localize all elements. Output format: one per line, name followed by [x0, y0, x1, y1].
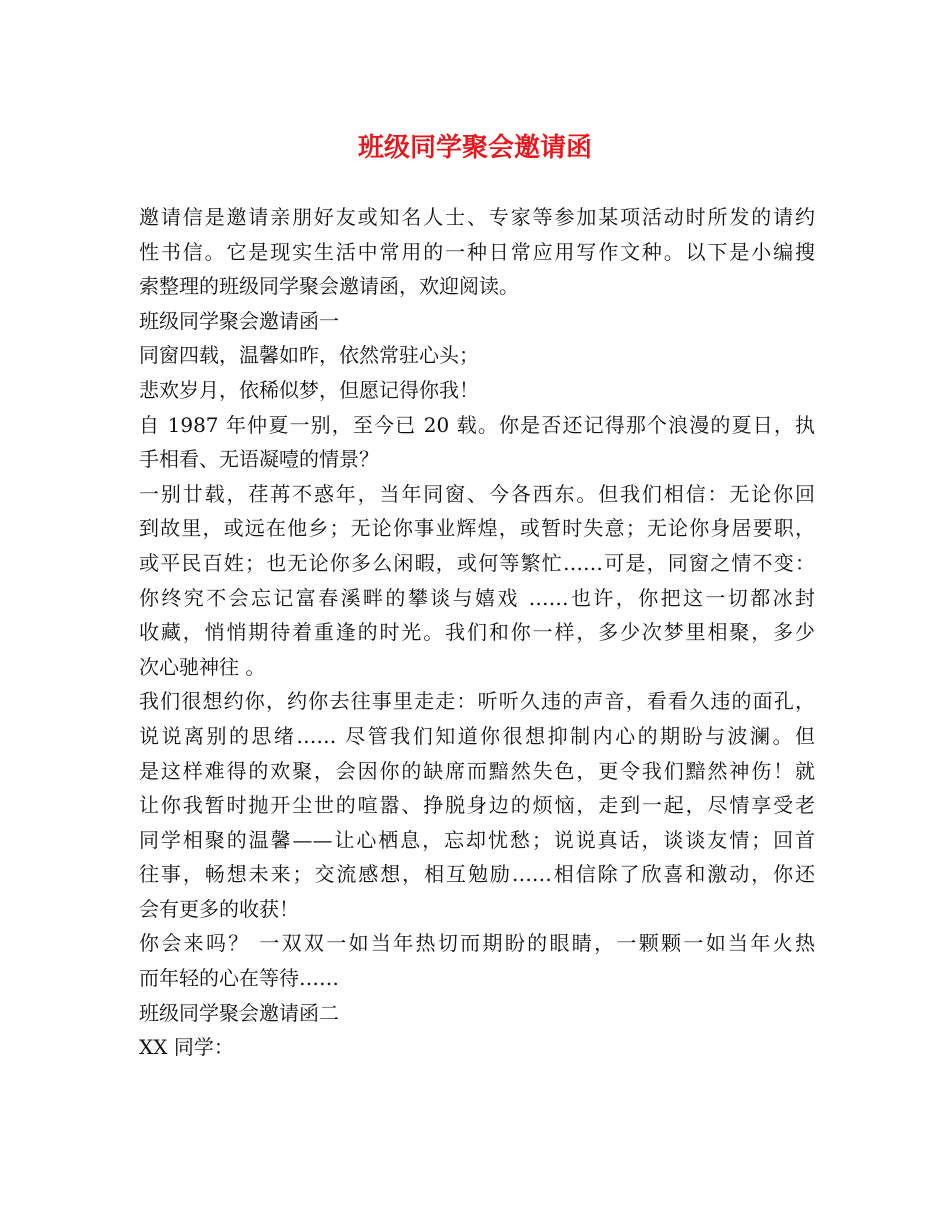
body-line: 到故里，或远在他乡；无论你事业辉煌，或暂时失意；无论你身居要职，	[139, 516, 815, 541]
body-line: 让你我暂时抛开尘世的喧嚣、挣脱身边的烦恼，走到一起，尽情享受老	[139, 793, 815, 818]
document-body	[139, 200, 815, 1065]
body-line: 你会来吗？ 一双双一如当年热切而期盼的眼睛，一颗颗一如当年火热	[139, 931, 815, 956]
section-heading-1: 班级同学聚会邀请函一	[139, 308, 339, 333]
body-line: 而年轻的心在等待……	[139, 966, 339, 991]
salutation: XX 同学：	[139, 1035, 234, 1060]
body-line: 邀请信是邀请亲朋好友或知名人士、专家等参加某项活动时所发的请约	[139, 205, 815, 229]
body-line: 自 1987 年仲夏一别，至今已 20 载。你是否还记得那个浪漫的夏日，执	[139, 412, 815, 437]
body-line: 是这样难得的欢聚，会因你的缺席而黯然失色，更令我们黯然神伤！就	[139, 758, 815, 783]
body-line: 会有更多的收获！	[139, 896, 299, 921]
body-line: 性书信。它是现实生活中常用的一种日常应用写作文种。以下是小编搜	[139, 239, 815, 264]
body-line: 手相看、无语凝噎的情景？	[139, 447, 379, 472]
section-heading-2: 班级同学聚会邀请函二	[139, 1000, 339, 1025]
body-line: 悲欢岁月，依稀似梦，但愿记得你我！	[139, 377, 479, 402]
body-line: 同学相聚的温馨——让心栖息，忘却忧愁；说说真话，谈谈友情；回首	[139, 827, 815, 852]
document-title: 班级同学聚会邀请函	[357, 133, 592, 163]
body-line: 你终究不会忘记富春溪畔的攀谈与嬉戏 ……也许，你把这一切都冰封	[139, 585, 815, 610]
body-line: 索整理的班级同学聚会邀请函，欢迎阅读。	[139, 274, 519, 299]
body-line: 收藏，悄悄期待着重逢的时光。我们和你一样，多少次梦里相聚，多少	[139, 620, 815, 645]
body-line: 同窗四载，温馨如昨，依然常驻心头；	[139, 343, 479, 368]
body-line: 说说离别的思绪…… 尽管我们知道你很想抑制内心的期盼与波澜。但	[139, 723, 815, 748]
body-line: 或平民百姓；也无论你多么闲暇，或何等繁忙……可是，同窗之情不变：	[139, 550, 815, 575]
body-line: 次心驰神往 。	[139, 654, 266, 679]
body-line: 我们很想约你，约你去往事里走走：听听久违的声音，看看久违的面孔，	[139, 689, 815, 714]
body-line: 往事，畅想未来；交流感想，相互勉励……相信除了欣喜和激动，你还	[139, 862, 815, 887]
body-line: 一别廿载，荏苒不惑年，当年同窗、今各西东。但我们相信：无论你回	[139, 481, 815, 506]
